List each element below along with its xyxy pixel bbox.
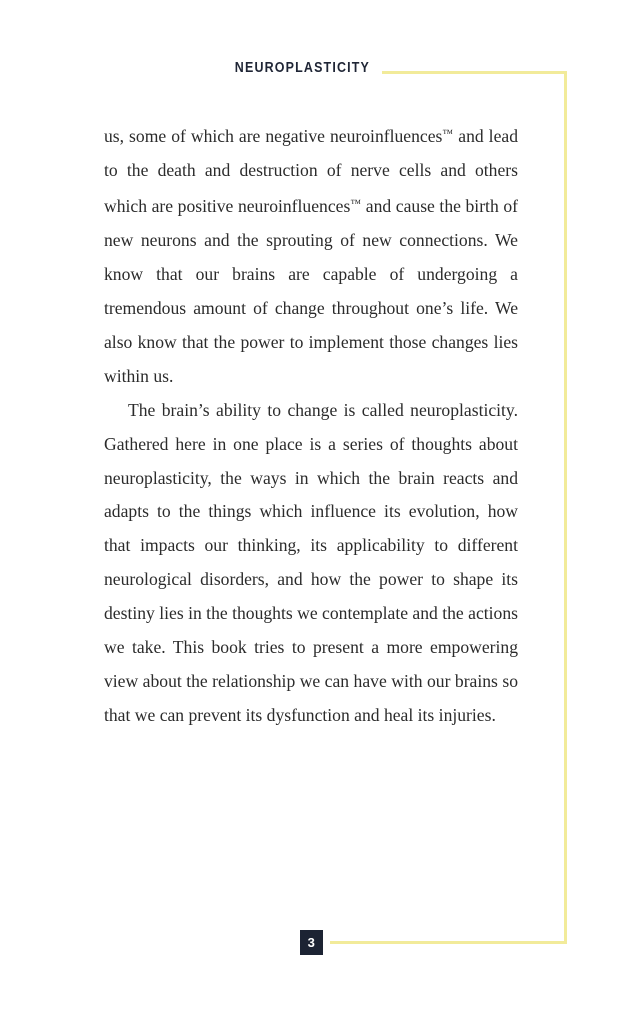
accent-rule-right [564,71,567,944]
page-number-badge: 3 [300,930,323,955]
accent-rule-top [382,71,567,74]
body-paragraph: us, some of which are negative neuroinfluences™ and lead to the death and destruction of nerve cells and others which are positive neuroinfluences™ and cause the birth of new neurons and the sprouting of new connections. We know that our brains are capable of undergoing a tremendous amount of change throughout one’s life. We also know that the power to implement those changes lies within us. [104,126,518,386]
accent-rule-bottom [330,941,567,944]
running-head: NEUROPLASTICITY [234,60,370,76]
trademark-symbol: ™ [442,128,454,140]
body-paragraph: The brain’s ability to change is called neuroplasticity. Gathered here in one place is a series of thoughts about neuroplasticity, the ways in which the brain reacts and adapts to the things which influence its evolution, how that impacts our thinking, its applicability to different neurological disorders, and how the power to shape its destiny lies in the thoughts we contemplate and the actions we take. This book tries to present a more empowering view about the relationship we can have with our brains so that we can prevent its dysfunction and heal its injuries. [104,399,518,725]
body-text-column [104,118,518,733]
trademark-symbol: ™ [350,198,362,211]
